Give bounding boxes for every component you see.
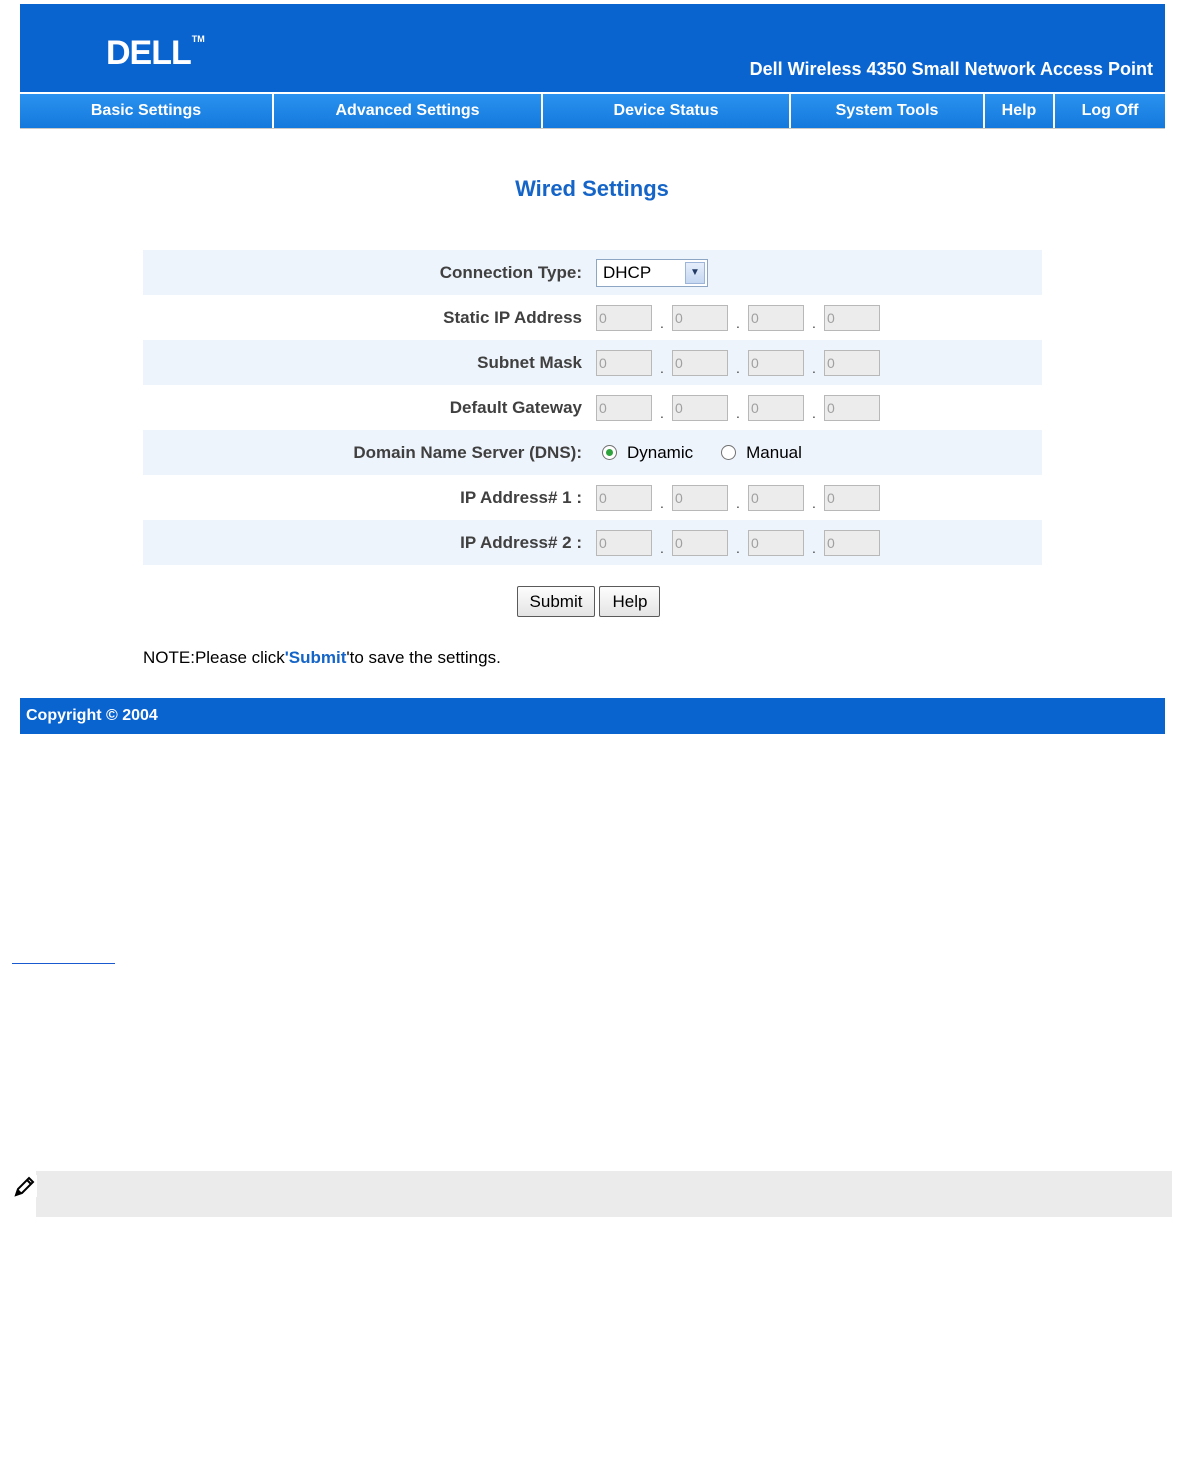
- ip-dot: .: [812, 404, 816, 421]
- ip-dot: .: [660, 314, 664, 331]
- save-note: [143, 648, 501, 668]
- dns-manual-label: Manual: [746, 442, 802, 462]
- subnet-mask-octet-1[interactable]: [596, 350, 652, 376]
- static-ip-octet-3[interactable]: [748, 305, 804, 331]
- connection-type-label: Connection Type:: [439, 262, 582, 282]
- default-gateway-octet-2[interactable]: [672, 395, 728, 421]
- pencil-note-icon: [13, 1175, 37, 1197]
- dell-logo: [106, 34, 205, 73]
- note-submit-emphasis: Submit: [288, 648, 347, 667]
- nav-log-off[interactable]: Log Off: [1055, 94, 1165, 128]
- subnet-mask-octet-4[interactable]: [824, 350, 880, 376]
- ip-address-1-label: IP Address# 1 :: [460, 487, 582, 507]
- connection-type-value: DHCP: [603, 262, 652, 282]
- ip-dot: .: [660, 404, 664, 421]
- wired-settings-form: [143, 250, 1042, 565]
- copyright-text: Copyright © 2004: [26, 707, 158, 724]
- ip2-octet-2[interactable]: [672, 530, 728, 556]
- header-banner: [20, 4, 1165, 92]
- ip-dot: .: [812, 314, 816, 331]
- dns-manual-radio[interactable]: [715, 443, 802, 463]
- row-ip-address-2: [143, 520, 1042, 565]
- note-quote-open: ': [284, 648, 289, 667]
- nav-device-status[interactable]: Device Status: [543, 94, 791, 128]
- ip-dot: .: [736, 539, 740, 556]
- default-gateway-octet-4[interactable]: [824, 395, 880, 421]
- ip1-octet-3[interactable]: [748, 485, 804, 511]
- ip-dot: .: [812, 494, 816, 511]
- connection-type-select[interactable]: [596, 259, 708, 287]
- nav-advanced-settings[interactable]: Advanced Settings: [274, 94, 543, 128]
- ip2-octet-1[interactable]: [596, 530, 652, 556]
- ip-dot: .: [736, 314, 740, 331]
- chevron-down-icon: ▼: [685, 262, 705, 284]
- static-ip-octet-4[interactable]: [824, 305, 880, 331]
- note-prefix: NOTE:Please click: [143, 648, 285, 667]
- ip2-octet-4[interactable]: [824, 530, 880, 556]
- ip1-octet-1[interactable]: [596, 485, 652, 511]
- subnet-mask-label: Subnet Mask: [477, 352, 582, 372]
- note-box: [36, 1171, 1172, 1217]
- row-dns: [143, 430, 1042, 475]
- dns-dynamic-radio[interactable]: [596, 443, 693, 463]
- ip2-octet-3[interactable]: [748, 530, 804, 556]
- submit-button[interactable]: Submit: [517, 586, 596, 617]
- row-ip-address-1: [143, 475, 1042, 520]
- ip-dot: .: [660, 359, 664, 376]
- product-title: Dell Wireless 4350 Small Network Access Point: [749, 59, 1153, 79]
- ip1-octet-2[interactable]: [672, 485, 728, 511]
- page-title: Wired Settings: [515, 176, 669, 201]
- radio-checked-icon[interactable]: [602, 445, 617, 460]
- ip-dot: .: [736, 404, 740, 421]
- subnet-mask-octet-3[interactable]: [748, 350, 804, 376]
- logo-trademark: TM: [191, 34, 205, 44]
- ip1-octet-4[interactable]: [824, 485, 880, 511]
- row-subnet-mask: [143, 340, 1042, 385]
- main-nav: [20, 92, 1165, 129]
- nav-basic-settings[interactable]: Basic Settings: [20, 94, 274, 128]
- logo-text: DELL: [106, 34, 191, 72]
- ip-dot: .: [736, 494, 740, 511]
- dns-label: Domain Name Server (DNS):: [353, 442, 582, 462]
- ip-dot: .: [812, 359, 816, 376]
- ip-dot: .: [736, 359, 740, 376]
- dns-dynamic-label: Dynamic: [627, 442, 694, 462]
- row-default-gateway: [143, 385, 1042, 430]
- static-ip-octet-2[interactable]: [672, 305, 728, 331]
- help-button[interactable]: Help: [599, 586, 660, 617]
- ip-dot: .: [660, 494, 664, 511]
- page-frame: [20, 4, 1165, 129]
- ip-dot: .: [660, 539, 664, 556]
- row-static-ip: [143, 295, 1042, 340]
- static-ip-octet-1[interactable]: [596, 305, 652, 331]
- default-gateway-octet-1[interactable]: [596, 395, 652, 421]
- nav-help[interactable]: Help: [985, 94, 1055, 128]
- row-connection-type: [143, 250, 1042, 295]
- default-gateway-label: Default Gateway: [449, 397, 582, 417]
- ip-dot: .: [812, 539, 816, 556]
- ip-address-2-label: IP Address# 2 :: [460, 532, 582, 552]
- radio-unchecked-icon[interactable]: [721, 445, 736, 460]
- subnet-mask-octet-2[interactable]: [672, 350, 728, 376]
- form-buttons: [0, 586, 1184, 617]
- static-ip-label: Static IP Address: [443, 307, 582, 327]
- default-gateway-octet-3[interactable]: [748, 395, 804, 421]
- footer-banner: [20, 698, 1165, 734]
- note-suffix: 'to save the settings.: [346, 648, 501, 667]
- back-link-underline[interactable]: [12, 963, 115, 964]
- nav-system-tools[interactable]: System Tools: [791, 94, 985, 128]
